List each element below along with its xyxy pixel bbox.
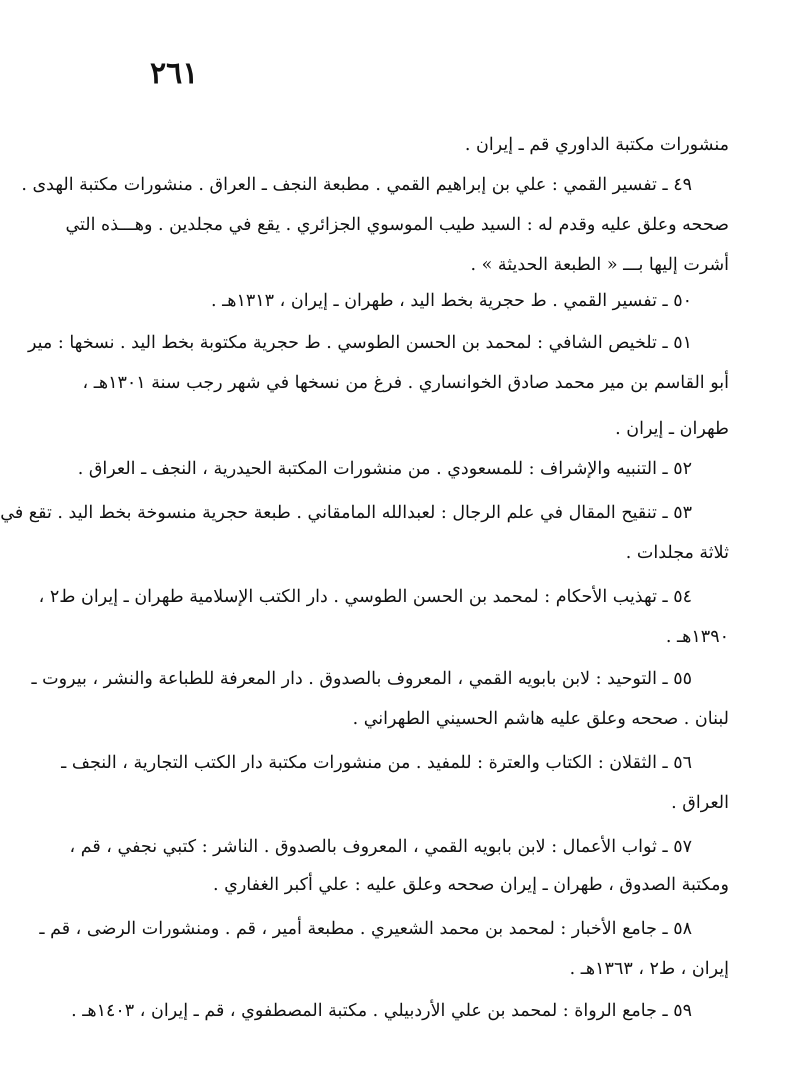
text-line: ١٣٩٠هـ . <box>665 627 729 647</box>
page-number: ٢٦١ <box>150 56 199 91</box>
text-line: ٥٢ ـ التنبيه والإشراف : للمسعودي . من منشورات المكتبة الحيدرية ، النجف ـ العراق . <box>77 459 692 479</box>
text-line: صححه وعلق عليه وقدم له : السيد طيب الموسوي الجزائري . يقع في مجلدين . وهـــذه التي <box>65 215 729 235</box>
text-line: طهران ـ إيران . <box>615 419 729 439</box>
text-line: ٥٣ ـ تنقيح المقال في علم الرجال : لعبدالله المامقاني . طبعة حجرية منسوخة بخط اليد . تقع في <box>0 503 692 523</box>
text-line: ثلاثة مجلدات . <box>625 543 729 563</box>
text-line: لبنان . صححه وعلق عليه هاشم الحسيني الطهراني . <box>352 709 729 729</box>
text-line: العراق . <box>671 793 729 813</box>
text-line: ٥٨ ـ جامع الأخبار : لمحمد بن محمد الشعيري . مطبعة أمير ، قم . ومنشورات الرضى ، قم ـ <box>39 919 692 939</box>
text-line: ٤٩ ـ تفسير القمي : علي بن إبراهيم القمي . مطبعة النجف ـ العراق . منشورات مكتبة الهدى . <box>21 175 692 195</box>
text-line: ٥١ ـ تلخيص الشافي : لمحمد بن الحسن الطوسي . ط حجرية مكتوبة بخط اليد . نسخها : مير <box>27 333 692 353</box>
text-line: ومكتبة الصدوق ، طهران ـ إيران صححه وعلق عليه : علي أكبر الغفاري . <box>213 875 729 895</box>
text-line: أشرت إليها بـــ « الطبعة الحديثة » . <box>470 255 729 275</box>
text-line: أبو القاسم بن مير محمد صادق الخوانساري . فرغ من نسخها في شهر رجب سنة ١٣٠١هـ ، <box>82 373 729 393</box>
text-line: إيران ، ط٢ ، ١٣٦٣هـ . <box>569 959 729 979</box>
text-line: منشورات مكتبة الداوري قم ـ إيران . <box>464 135 729 155</box>
text-line: ٥٧ ـ ثواب الأعمال : لابن بابويه القمي ، المعروف بالصدوق . الناشر : كتبي نجفي ، قم ، <box>69 837 692 857</box>
text-line: ٥٠ ـ تفسير القمي . ط حجرية بخط اليد ، طهران ـ إيران ، ١٣١٣هـ . <box>210 291 692 311</box>
text-line: ٥٦ ـ الثقلان : الكتاب والعترة : للمفيد . من منشورات مكتبة دار الكتب التجارية ، النجف ـ <box>61 753 692 773</box>
text-line: ٥٤ ـ تهذيب الأحكام : لمحمد بن الحسن الطوسي . دار الكتب الإسلامية طهران ـ إيران ط٢ ، <box>38 587 692 607</box>
text-line: ٥٥ ـ التوحيد : لابن بابويه القمي ، المعروف بالصدوق . دار المعرفة للطباعة والنشر ، بيروت ـ <box>31 669 692 689</box>
text-line: ٥٩ ـ جامع الرواة : لمحمد بن علي الأردبيلي . مكتبة المصطفوي ، قم ـ إيران ، ١٤٠٣هـ . <box>71 1001 692 1021</box>
